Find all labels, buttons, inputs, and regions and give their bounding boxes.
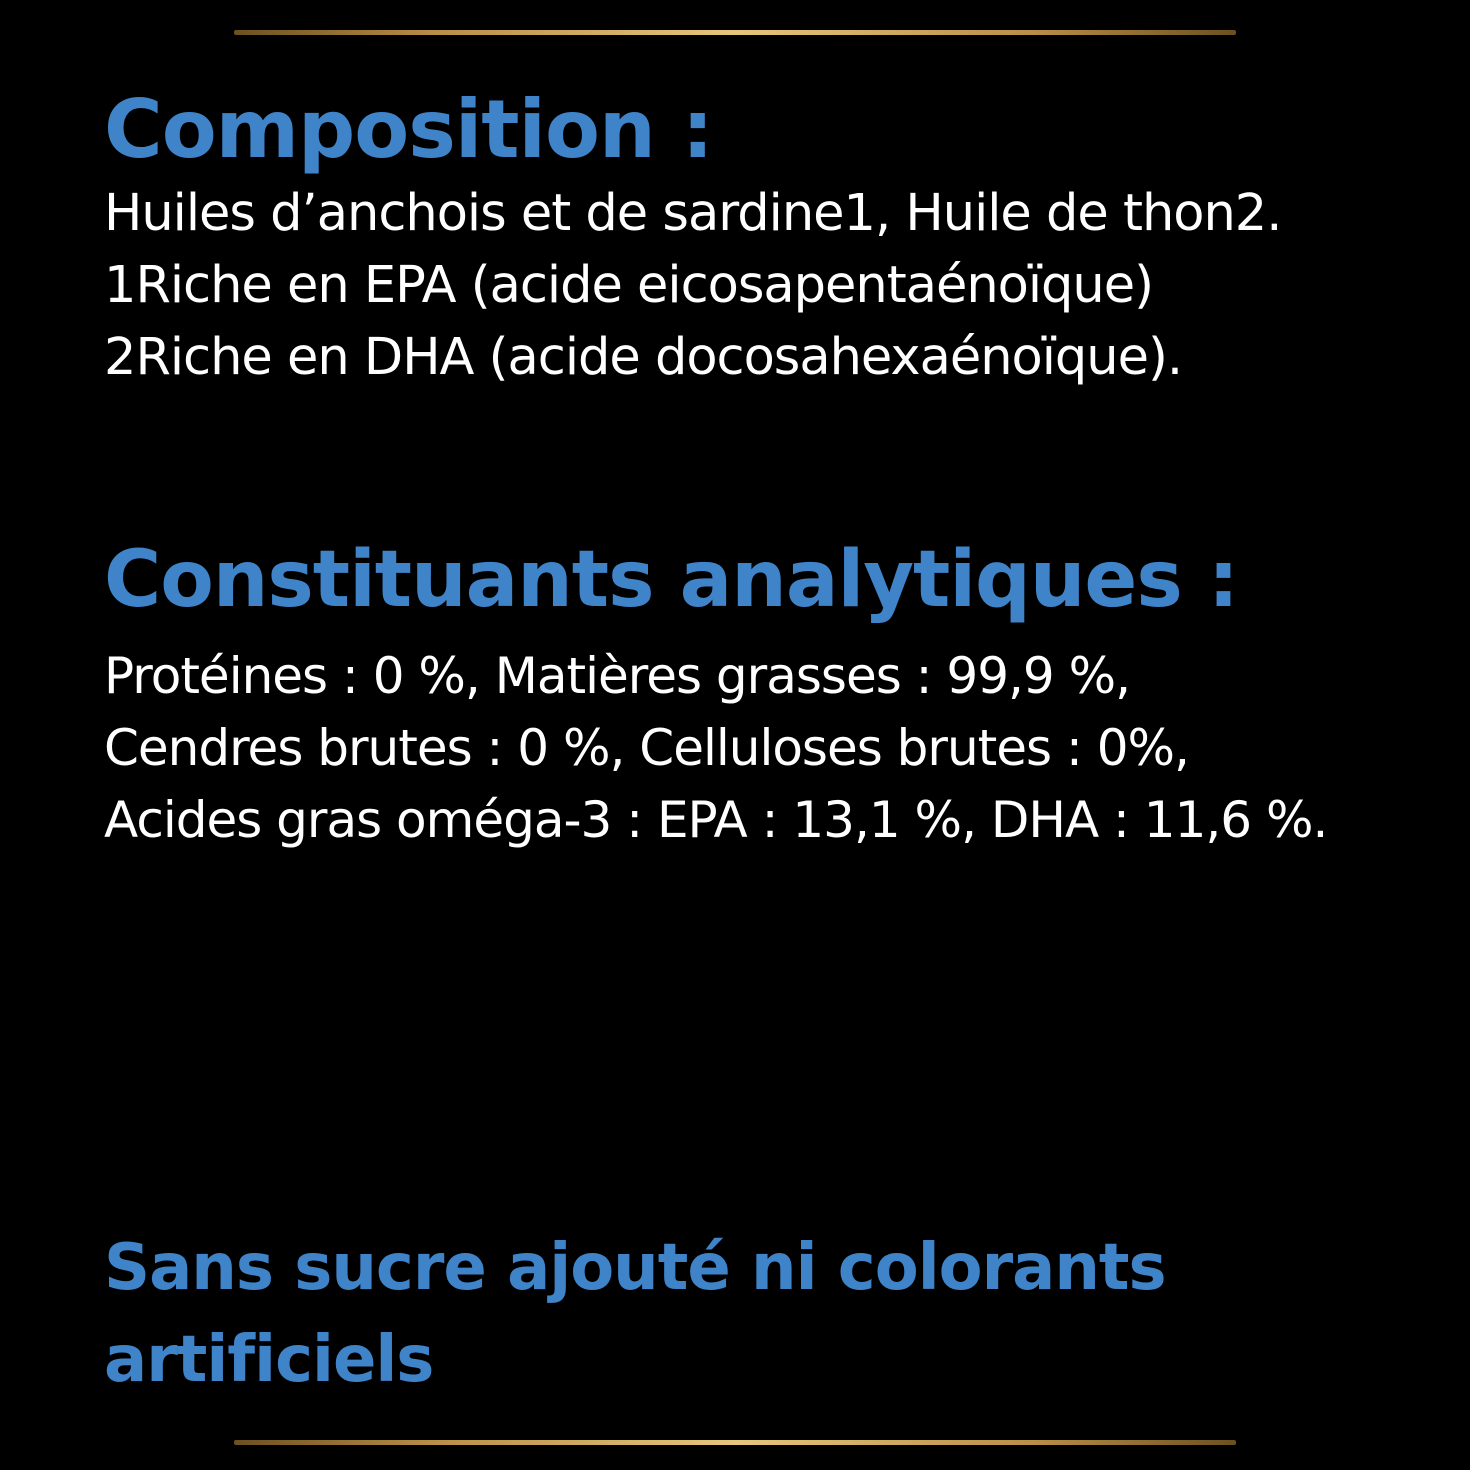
analytical-constituents-text (104, 640, 1327, 856)
composition-heading: Composition : (104, 83, 713, 176)
analytical-line: Cendres brutes : 0 %, Celluloses brutes : 0%, (104, 719, 1189, 777)
composition-line: 1Riche en EPA (acide eicosapentaénoïque) (104, 256, 1154, 315)
bottom-gold-divider (234, 1440, 1236, 1445)
top-gold-divider (234, 30, 1236, 35)
composition-line: 2Riche en DHA (acide docosahexaénoïque). (104, 328, 1183, 387)
analytical-line: Acides gras oméga-3 : EPA : 13,1 %, DHA : 11,6 %. (104, 791, 1328, 849)
analytical-line: Protéines : 0 %, Matières grasses : 99,9 %, (104, 647, 1131, 705)
composition-text (104, 178, 1281, 394)
no-added-sugar-claim: Sans sucre ajouté ni colorants artificiels (104, 1231, 1166, 1397)
composition-line: Huiles d’anchois et de sardine1, Huile de thon2. (104, 184, 1282, 243)
analytical-constituents-heading: Constituants analytiques : (104, 535, 1239, 625)
